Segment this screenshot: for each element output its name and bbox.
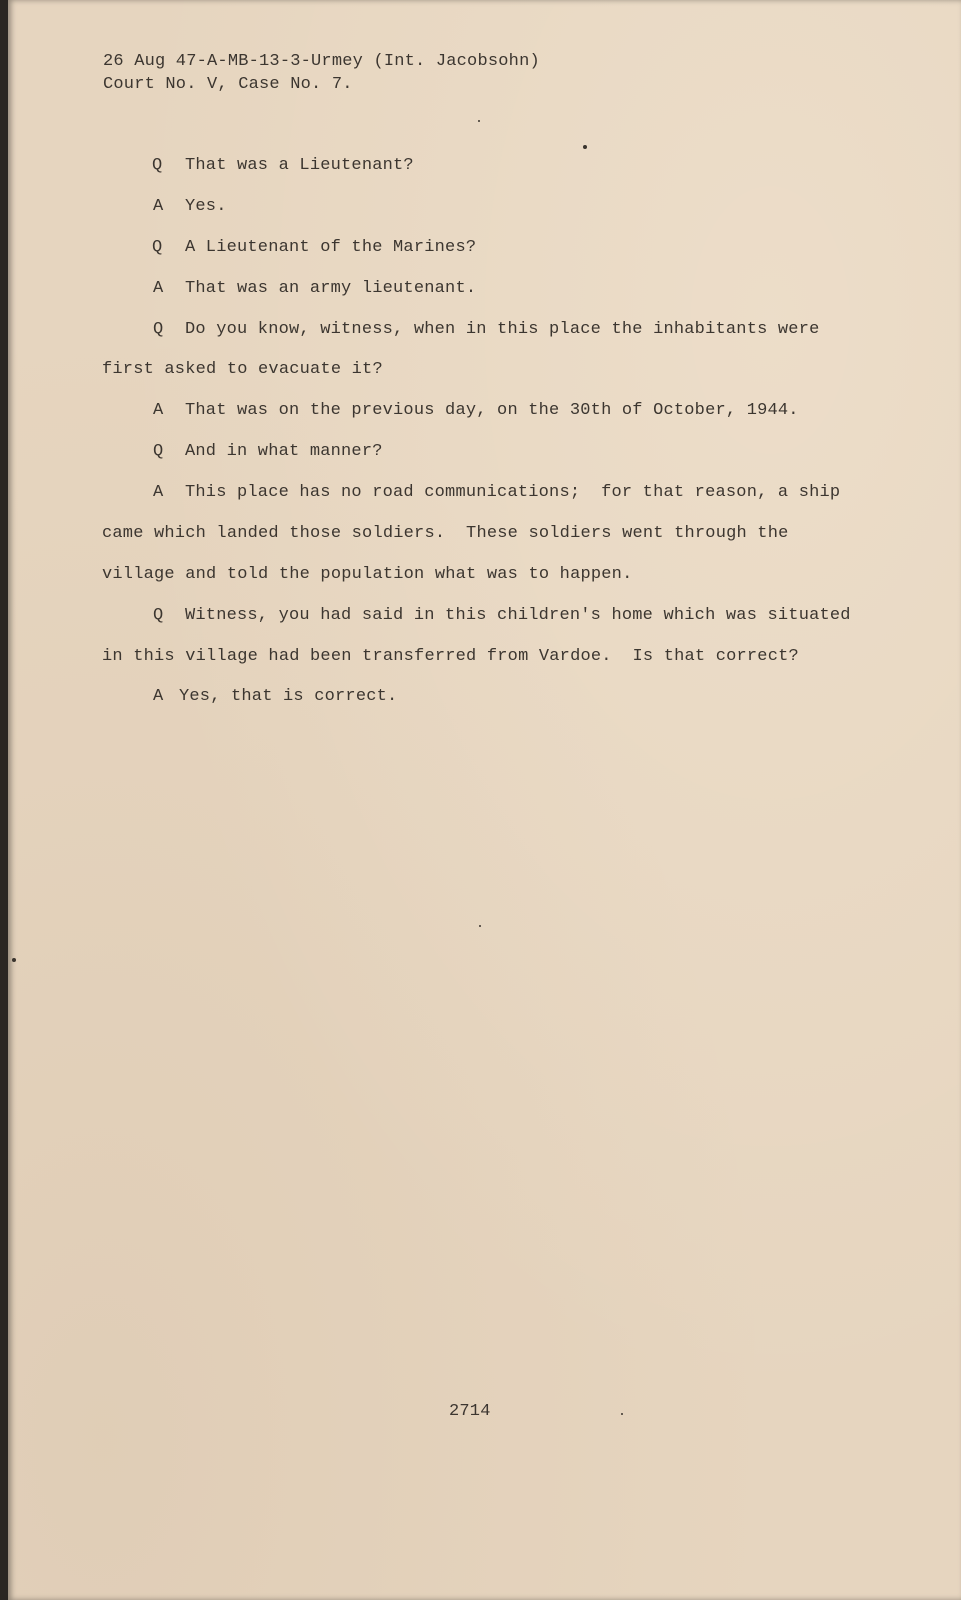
speaker-marker: Q — [153, 606, 164, 625]
ink-speck — [478, 120, 480, 122]
transcript-line: This place has no road communications; for that reason, a ship — [185, 483, 841, 502]
transcript-line: Do you know, witness, when in this place the inhabitants were — [185, 320, 820, 339]
speaker-marker: A — [153, 483, 164, 502]
speaker-marker: A — [153, 197, 164, 216]
transcript-line: village and told the population what was to happen. — [102, 565, 633, 584]
speaker-marker: Q — [152, 156, 163, 175]
speaker-marker: Q — [153, 320, 164, 339]
transcript-line: That was an army lieutenant. — [185, 279, 477, 298]
document-page — [8, 0, 961, 1600]
transcript-line: That was on the previous day, on the 30th of October, 1944. — [185, 401, 799, 420]
header-line-1: 26 Aug 47-A-MB-13-3-Urmey (Int. Jacobsohn) — [103, 52, 540, 71]
transcript-line: Yes, that is correct. — [179, 687, 398, 706]
header-line-2: Court No. V, Case No. 7. — [103, 75, 353, 94]
speaker-marker: A — [153, 401, 164, 420]
transcript-line: And in what manner? — [185, 442, 383, 461]
ink-speck — [621, 1413, 623, 1415]
speaker-marker: Q — [152, 238, 163, 257]
ink-speck — [479, 925, 481, 927]
ink-speck — [583, 145, 587, 149]
transcript-line: came which landed those soldiers. These soldiers went through the — [102, 524, 789, 543]
transcript-line: Yes. — [185, 197, 227, 216]
transcript-line: in this village had been transferred from Vardoe. Is that correct? — [102, 647, 799, 666]
transcript-line: Witness, you had said in this children's home which was situated — [185, 606, 851, 625]
speaker-marker: Q — [153, 442, 164, 461]
ink-speck — [12, 958, 16, 962]
transcript-line: A Lieutenant of the Marines? — [185, 238, 477, 257]
speaker-marker: A — [153, 279, 164, 298]
transcript-line: That was a Lieutenant? — [185, 156, 414, 175]
transcript-line: first asked to evacuate it? — [102, 360, 383, 379]
page-number: 2714 — [449, 1402, 491, 1421]
speaker-marker: A — [153, 687, 164, 706]
